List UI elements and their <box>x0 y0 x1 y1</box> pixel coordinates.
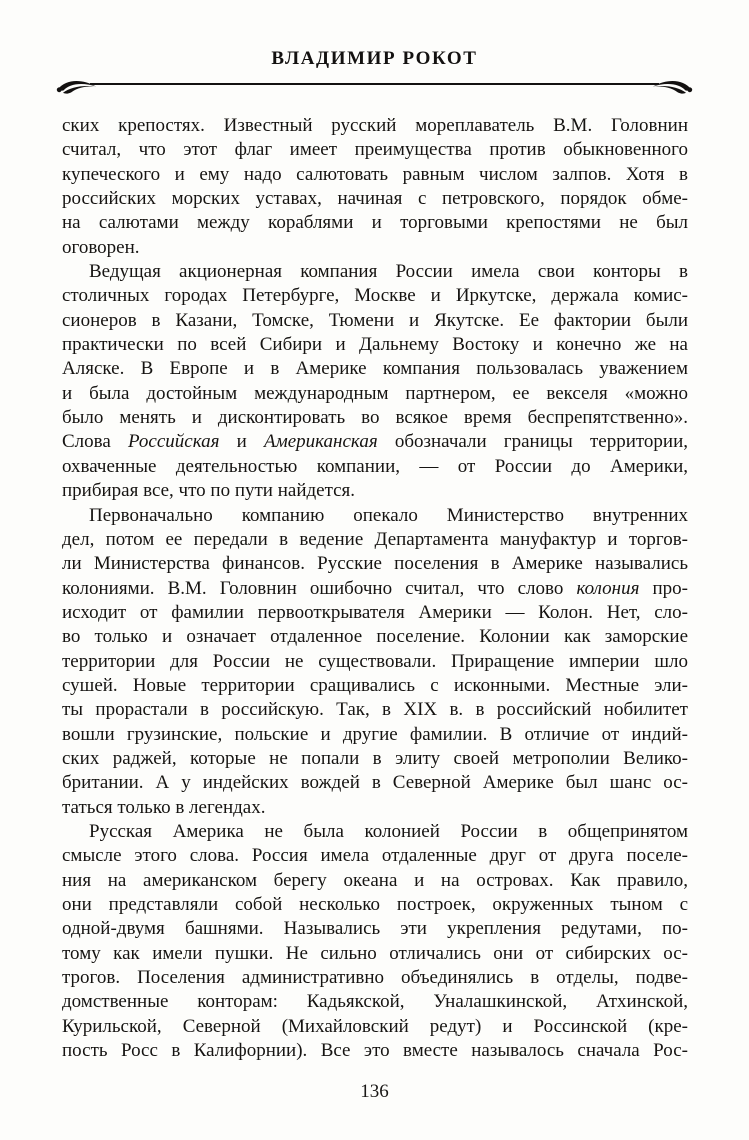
text-segment: Ведущая акционерная компания России имела свои конторы в <box>89 261 688 283</box>
text-segment: территории для России не существовали. Приращение империи шло <box>62 650 688 672</box>
paragraph <box>62 114 688 260</box>
text-line <box>62 990 688 1014</box>
text-segment: колониями. В.М. Головнин ошибочно считал, что слово <box>62 577 577 599</box>
text-segment: и <box>219 431 264 453</box>
text-line <box>62 1039 688 1063</box>
text-line <box>62 601 688 625</box>
text-line <box>62 942 688 966</box>
text-segment: было менять и дисконтировать во всякое время беспрепятственно». <box>62 407 688 429</box>
page-number: 136 <box>360 1081 389 1103</box>
text-segment: Слова <box>62 431 128 453</box>
text-segment: домственные конторам: Кадьякской, Уналашкинской, Атхинской, <box>62 991 688 1013</box>
text-segment: исходит от фамилии первооткрывателя Америки — Колон. Нет, сло- <box>62 601 688 623</box>
text-line <box>62 138 688 162</box>
text-segment: ли Министерства финансов. Русские поселения в Америке назывались <box>62 553 688 575</box>
text-segment: они представляли собой несколько построек, окруженных тыном с <box>62 894 688 915</box>
text-line <box>62 966 688 990</box>
italic-text-segment: Американская <box>263 431 378 453</box>
text-segment: обозначали границы территории, <box>377 431 688 453</box>
text-segment: ты прорастали в российскую. Так, в XIX в. в российский нобилитет <box>62 699 688 721</box>
text-line <box>62 236 688 260</box>
text-line <box>62 260 688 284</box>
header-rule <box>56 75 693 97</box>
text-segment: Русская Америка не была колонией России в общепринятом <box>89 820 688 842</box>
text-line <box>62 309 688 333</box>
text-line <box>62 771 688 795</box>
text-segment: одной-двумя башнями. Назывались эти укрепления редутами, по- <box>62 918 688 940</box>
text-line <box>62 430 688 454</box>
flourish-right-icon <box>653 76 693 96</box>
text-line <box>62 844 688 868</box>
text-line <box>62 479 688 503</box>
text-line <box>62 163 688 187</box>
paragraph <box>62 504 688 820</box>
text-segment: охваченные деятельностью компании, — от России до Америки, <box>62 455 688 477</box>
text-line <box>62 893 688 917</box>
text-line <box>62 187 688 211</box>
paragraph <box>62 820 688 1063</box>
text-segment: и была достойным международным партнером, ее векселя «можно <box>62 382 688 404</box>
text-line <box>62 504 688 528</box>
text-segment: смысле этого слова. Россия имела отдаленные друг от друга поселе- <box>62 845 688 867</box>
text-segment: дел, потом ее передали в ведение Департамента мануфактур и торгов- <box>62 528 688 550</box>
header-rule-line <box>90 83 659 86</box>
text-segment: прибирая все, что по пути найдется. <box>62 480 356 502</box>
text-segment: Первоначально компанию опекало Министерство внутренних <box>89 504 688 526</box>
text-line <box>62 114 688 138</box>
text-segment: ских крепостях. Известный русский мореплаватель В.М. Головнин <box>62 115 688 136</box>
text-line <box>62 625 688 649</box>
text-segment: пость Росс в Калифорнии). Все это вместе называлось сначала Рос- <box>62 1040 688 1062</box>
text-segment: во только и означает отдаленное поселение. Колонии как заморские <box>62 626 688 648</box>
text-segment: сионеров в Казани, Томске, Тюмени и Якутске. Ее фактории были <box>62 309 688 331</box>
text-line <box>62 455 688 479</box>
text-line <box>62 723 688 747</box>
text-line <box>62 820 688 844</box>
text-line <box>62 1015 688 1039</box>
text-line <box>62 284 688 308</box>
text-line <box>62 674 688 698</box>
text-line <box>62 869 688 893</box>
text-line <box>62 650 688 674</box>
text-line <box>62 211 688 235</box>
text-line <box>62 528 688 552</box>
page-footer <box>0 1081 749 1103</box>
text-segment: столичных городах Петербурге, Москве и Иркутске, держала комис- <box>62 285 688 307</box>
text-line <box>62 747 688 771</box>
text-line <box>62 357 688 381</box>
text-segment: тому как имели пушки. Не сильно отличались они от сибирских ос- <box>62 942 688 964</box>
text-segment: купеческого и ему надо салютовать равным числом залпов. Хотя в <box>62 163 688 185</box>
text-segment: ния на американском берегу океана и на островах. Как правило, <box>62 869 688 891</box>
text-segment: таться только в легендах. <box>62 796 266 818</box>
text-segment: практически по всей Сибири и Дальнему Востоку и конечно же на <box>62 334 688 356</box>
text-segment: вошли грузинские, польские и другие фамилии. В отличие от индий- <box>62 723 688 745</box>
text-segment: британии. А у индейских вождей в Северной Америке был шанс ос- <box>62 772 688 794</box>
text-segment: ских раджей, которые не попали в элиту своей метрополии Велико- <box>62 747 688 769</box>
page-header <box>0 48 749 97</box>
text-line <box>62 917 688 941</box>
text-line <box>62 552 688 576</box>
text-segment: Аляске. В Европе и в Америке компания пользовалась уважением <box>62 358 688 380</box>
italic-text-segment: колония <box>576 577 640 599</box>
italic-text-segment: Российская <box>127 431 220 453</box>
text-line <box>62 577 688 601</box>
text-line <box>62 796 688 820</box>
text-line <box>62 406 688 430</box>
text-segment: про- <box>639 577 688 599</box>
text-line <box>62 333 688 357</box>
text-segment: сушей. Новые территории сращивались с исконными. Местные эли- <box>62 674 688 696</box>
text-segment: считал, что этот флаг имеет преимущества против обыкновенного <box>62 139 688 161</box>
text-segment: оговорен. <box>62 236 140 258</box>
text-segment: на салютами между кораблями и торговыми крепостями не был <box>62 212 688 234</box>
page-body <box>62 114 688 1063</box>
text-segment: Курильской, Северной (Михайловский редут) и Россинской (кре- <box>62 1015 688 1037</box>
text-line <box>62 698 688 722</box>
paragraph <box>62 260 688 503</box>
running-header-title: ВЛАДИМИР РОКОТ <box>271 48 478 69</box>
flourish-left-icon <box>56 76 96 96</box>
text-line <box>62 382 688 406</box>
text-segment: трогов. Поселения административно объединялись в отделы, подве- <box>62 967 688 989</box>
text-segment: российских морских уставах, начиная с петровского, порядок обме- <box>62 188 688 210</box>
